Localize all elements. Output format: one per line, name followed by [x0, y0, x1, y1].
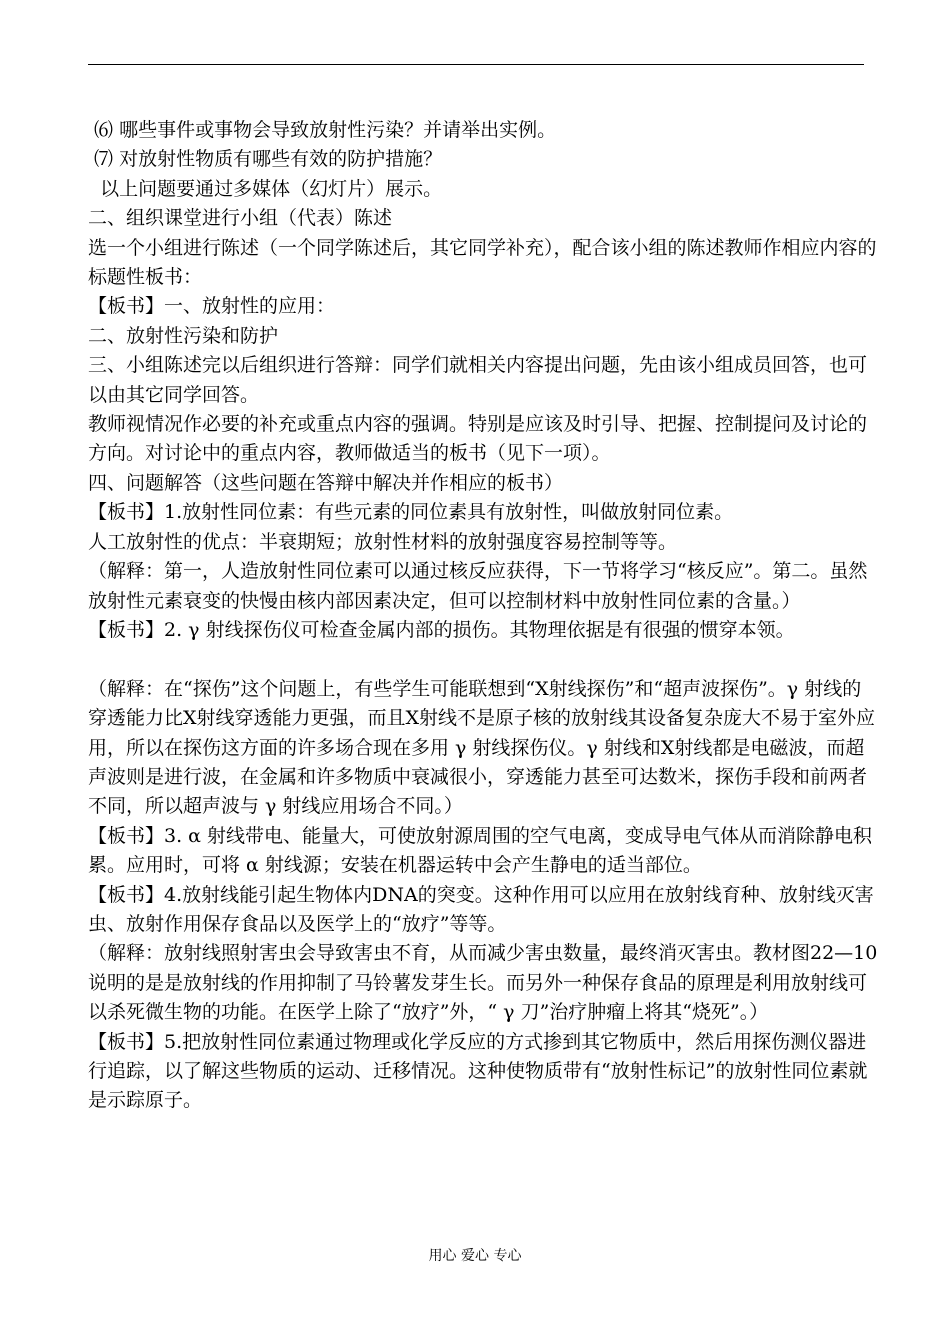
paragraph: 教师视情况作必要的补充或重点内容的强调。特别是应该及时引导、把握、控制提问及讨论的方向。对讨论中的重点内容，教师做适当的板书（见下一项）。	[88, 413, 868, 465]
board-note: 【板书】3. α 射线带电、能量大，可使放射源周围的空气电离，变成导电气体从而消除静电积累。应用时，可将 α 射线源；安装在机器运转中会产生静电的适当部位。	[88, 824, 873, 877]
section-heading: 三、小组陈述完以后组织进行答辩：同学们就相关内容提出问题，先由该小组成员回答，也可以由其它同学回答。	[88, 354, 868, 406]
section-heading: 二、放射性污染和防护	[88, 324, 279, 347]
paragraph: 人工放射性的优点：半衰期短；放射性材料的放射强度容易控制等等。	[88, 530, 678, 553]
board-note: 【板书】2. γ 射线探伤仪可检查金属内部的损伤。其物理依据是有很强的惯穿本领。	[88, 618, 795, 641]
board-note: 【板书】5.把放射性同位素通过物理或化学反应的方式掺到其它物质中，然后用探伤测仪器进行追踪，以了解这些物质的运动、迁移情况。这种使物质带有“放射性标记”的放射性同位素就是示踪原子。	[88, 1030, 868, 1112]
board-note: 【板书】1.放射性同位素：有些元素的同位素具有放射性，叫做放射同位素。	[88, 501, 734, 524]
page-footer: 用心 爱心 专心	[428, 1248, 522, 1264]
section-heading: 四、问题解答（这些问题在答辩中解决并作相应的板书）	[88, 471, 564, 494]
explanation: （解释：放射线照射害虫会导致害虫不育，从而减少害虫数量，最终消灭害虫。教材图22—10说明的是是放射线的作用抑制了马铃薯发芽生长。而另外一种保存食品的原理是利用放射线可以杀死微生物的功能。在医学上除了“放疗”外，“ γ 刀”治疗肿瘤上将其“烧死”。）	[88, 942, 878, 1024]
board-note: 【板书】一、放射性的应用：	[88, 295, 336, 318]
section-heading: 二、组织课堂进行小组（代表）陈述	[88, 207, 393, 230]
paragraph: ⑹ 哪些事件或事物会导致放射性污染？并请举出实例。	[88, 119, 557, 141]
board-note: 【板书】4.放射线能引起生物体内DNA的突变。这种作用可以应用在放射线育种、放射线灭害虫、放射作用保存食品以及医学上的“放疗”等等。	[88, 883, 874, 935]
header-rule	[88, 64, 864, 65]
paragraph: 选一个小组进行陈述（一个同学陈述后，其它同学补充），配合该小组的陈述教师作相应内容的标题性板书：	[88, 236, 877, 289]
explanation: （解释：在“探伤”这个问题上，有些学生可能联想到“X射线探伤”和“超声波探伤”。γ 射线的穿透能力比X射线穿透能力更强，而且X射线不是原子核的放射线其设备复杂庞大不易于室外应用，所以在探伤这方面的许多场合现在多用 γ 射线探伤仪。γ 射线和X射线都是电磁波，而超声波则是进行波，在金属和许多物质中衰减很小，穿透能力甚至可达数米，探伤手段和前两者不同，所以超声波与 γ 射线应用场合不同。）	[88, 677, 876, 818]
explanation: （解释：第一，人造放射性同位素可以通过核反应获得，下一节将学习“核反应”。第二。虽然放射性元素衰变的快慢由核内部因素决定，但可以控制材料中放射性同位素的含量。）	[88, 560, 868, 612]
document-body	[88, 116, 880, 1116]
blank-line	[88, 645, 880, 674]
paragraph: 以上问题要通过多媒体（幻灯片）展示。	[88, 177, 443, 200]
paragraph: ⑺ 对放射性物质有哪些有效的防护措施？	[88, 148, 443, 171]
